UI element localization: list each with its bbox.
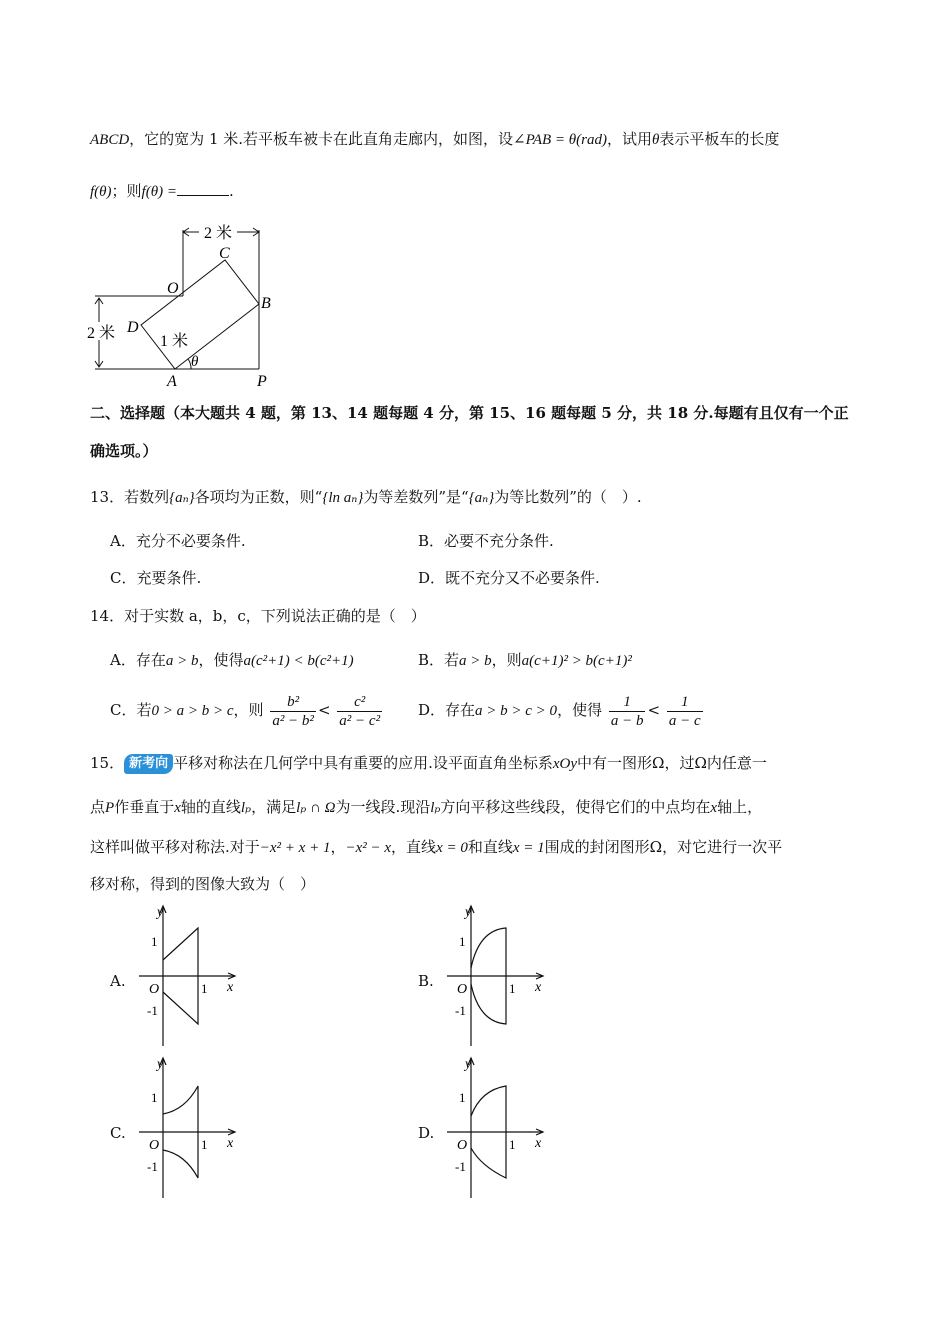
q12-answer-blank[interactable] <box>177 181 229 196</box>
q15-line-2 <box>90 796 762 819</box>
q14-c-frac-1: $\frac{\text{b²}}{\text{a² − b²}}$ <box>272 693 314 729</box>
q15-t3e: ，直线 <box>391 838 437 856</box>
q13-option-c[interactable]: C．充要条件. <box>110 569 202 587</box>
q14-a-expr: a(c²+1) < b(c²+1) <box>243 653 354 669</box>
q15-t2e: 轴的直线 <box>180 798 241 816</box>
graph-b-1: 1 <box>459 934 466 949</box>
q15-t2g: ，满足 <box>251 798 297 816</box>
q12-text-4: ；则 <box>111 182 142 200</box>
fig12-width-label: 1 米 <box>160 333 189 350</box>
q14-d-cond: a > b > c > 0 <box>475 703 558 719</box>
q12-f-theta: f(θ) <box>90 184 112 200</box>
q12-f-theta-eq: f(θ) = <box>141 184 177 200</box>
q14-d-frac-2: $\frac{1}{a - c}$ <box>668 693 701 729</box>
graph-a-neg1: -1 <box>147 1003 158 1018</box>
q14-a-cond: a > b <box>165 653 199 669</box>
q15-x0: x = 0 <box>436 840 468 856</box>
graph-a-x: x <box>227 980 234 995</box>
q14-option-c[interactable] <box>110 690 384 731</box>
q13-stem-a: 13．若数列 <box>90 488 170 506</box>
q14-d-label: D．存在 <box>418 701 476 719</box>
q13-stem <box>90 486 642 509</box>
q15-graph-a[interactable] <box>135 900 255 1050</box>
q15-x-1: x <box>174 800 181 816</box>
q15-option-c-label[interactable]: C. <box>110 1124 126 1142</box>
q15-t3a: 这样叫做平移对称法.对于 <box>90 838 260 856</box>
q13-option-b[interactable]: B．必要不充分条件. <box>418 532 554 550</box>
q15-line-4: 移对称，得到的图像大致为（ ） <box>90 875 316 893</box>
q14-c-cond: 0 > a > b > c <box>151 703 234 719</box>
q12-line-2 <box>90 180 234 203</box>
q15-graph-c[interactable] <box>135 1052 255 1202</box>
q15-t2i: 为一线段.现沿 <box>335 798 431 816</box>
q12-line-1 <box>90 128 779 151</box>
graph-d-neg1: -1 <box>455 1159 466 1174</box>
q12-corridor-figure <box>85 218 285 390</box>
fig12-label-theta: θ <box>191 354 199 370</box>
q13-option-a[interactable]: A．充分不必要条件. <box>110 532 246 550</box>
q13-option-d[interactable]: D．既不充分又不必要条件. <box>418 569 600 587</box>
graph-d-x: x <box>535 1136 542 1151</box>
fig12-top-label: 2 米 <box>203 225 233 242</box>
fig12-label-p: P <box>257 373 267 390</box>
graph-d-y: y <box>465 1057 472 1072</box>
q15-t2a: 点 <box>90 798 106 816</box>
q15-t2c: 作垂直于 <box>114 798 175 816</box>
q15-t3i: 围成的封闭图形Ω，对它进行一次平 <box>544 838 783 856</box>
q14-a-label: A．存在 <box>110 651 166 669</box>
q13-stem-g: 为等比数列”的（ ）. <box>494 488 642 506</box>
q15-line-1 <box>90 752 767 775</box>
q15-line-3 <box>90 836 782 859</box>
q15-graph-d[interactable] <box>443 1052 563 1202</box>
graph-b-x1: 1 <box>509 981 516 996</box>
q14-option-a[interactable] <box>110 649 354 672</box>
fig12-label-d: D <box>127 319 139 336</box>
q15-p: P <box>105 800 115 816</box>
graph-a-x1: 1 <box>201 981 208 996</box>
q15-xoy: xOy <box>552 756 578 772</box>
q12-theta: θ <box>652 132 660 148</box>
graph-b-neg1: -1 <box>455 1003 466 1018</box>
q13-stem-e: 为等差数列”是“ <box>363 488 469 506</box>
fig12-label-b: B <box>261 295 271 312</box>
graph-b-o: O <box>457 982 468 997</box>
section-2-heading-2: 确选项。） <box>90 442 158 460</box>
q15-option-a-label[interactable]: A. <box>110 972 126 990</box>
q14-b-mid: ，则 <box>491 651 522 669</box>
fig12-label-c: C <box>219 245 230 262</box>
fig12-label-o: O <box>167 280 179 297</box>
q14-d-lt: < <box>647 701 661 719</box>
q14-option-b[interactable] <box>418 649 632 672</box>
q13-stem-c: 各项均为正数，则“ <box>194 488 323 506</box>
q12-abcd: ABCD <box>90 132 130 148</box>
q15-t3g: 和直线 <box>467 838 513 856</box>
q14-c-label: C．若 <box>110 701 152 719</box>
q15-option-b-label[interactable]: B. <box>418 972 434 990</box>
q15-lp-cap: lₚ ∩ Ω <box>296 800 336 816</box>
q15-x-2: x <box>710 800 718 816</box>
fig12-side-label: 2 米 <box>87 325 116 342</box>
q15-number: 15． <box>90 754 125 772</box>
q12-text-1: ，它的宽为 1 米.若平板车被卡在此直角走廊内，如图，设 <box>129 130 514 148</box>
new-direction-badge: 新考向 <box>124 754 173 774</box>
graph-c-o: O <box>149 1138 160 1153</box>
q15-option-d-label[interactable]: D. <box>418 1124 435 1142</box>
q15-t2k: 方向平移这些线段，使得它们的中点均在 <box>440 798 711 816</box>
graph-c-y: y <box>157 1057 164 1072</box>
q13-seq-2: {aₙ} <box>468 490 495 506</box>
graph-a-o: O <box>149 982 160 997</box>
q15-text-1a: 平移对称法在几何学中具有重要的应用.设平面直角坐标系 <box>173 754 553 772</box>
graph-c-x: x <box>227 1136 234 1151</box>
q12-period: . <box>228 182 234 200</box>
q14-b-cond: a > b <box>459 653 492 669</box>
q14-d-mid: ，使得 <box>557 701 603 719</box>
graph-d-1: 1 <box>459 1090 466 1105</box>
q12-text-2: ，试用 <box>606 130 652 148</box>
graph-a-y: y <box>157 905 164 920</box>
q14-option-d[interactable] <box>418 690 705 731</box>
q14-stem: 14．对于实数 a，b，c，下列说法正确的是（ ） <box>90 607 426 625</box>
q15-t2m: 轴上， <box>717 798 763 816</box>
q15-f2: −x² − x <box>345 840 392 856</box>
graph-d-o: O <box>457 1138 468 1153</box>
graph-c-1: 1 <box>151 1090 158 1105</box>
graph-a-1: 1 <box>151 934 158 949</box>
graph-b-y: y <box>465 905 472 920</box>
graph-c-x1: 1 <box>201 1137 208 1152</box>
section-2-heading-1: 二、选择题（本大题共 4 题，第 13、14 题每题 4 分，第 15、16 题每题 5 分，共 18 分.每题有且仅有一个正 <box>90 404 849 422</box>
fig12-label-a: A <box>167 373 177 390</box>
q14-b-label: B．若 <box>418 651 460 669</box>
graph-c-neg1: -1 <box>147 1159 158 1174</box>
q15-x1: x = 1 <box>512 840 545 856</box>
q13-seq-1: {aₙ} <box>169 490 195 506</box>
q13-seq-ln: {ln aₙ} <box>322 490 364 506</box>
q15-f1: −x² + x + 1 <box>259 840 331 856</box>
q15-lp-1: lₚ <box>240 800 252 816</box>
q14-d-frac-1: $\frac{1}{a - b}$ <box>610 693 644 729</box>
graph-b-x: x <box>535 980 542 995</box>
q14-c-lt: < <box>317 701 331 719</box>
q14-c-mid: ，则 <box>233 701 264 719</box>
q14-a-mid: ，使得 <box>198 651 244 669</box>
q15-t3c: ， <box>330 838 346 856</box>
q14-b-expr: a(c+1)² > b(c+1)² <box>521 653 632 669</box>
q15-text-1c: 中有一图形Ω，过Ω内任意一 <box>577 754 767 772</box>
q15-lp-2: lₚ <box>430 800 441 816</box>
q14-c-frac-2: $\frac{\text{c²}}{\text{a² − c²}}$ <box>339 693 381 729</box>
q12-text-3: 表示平板车的长度 <box>659 130 780 148</box>
graph-d-x1: 1 <box>509 1137 516 1152</box>
q15-graph-b[interactable] <box>443 900 563 1050</box>
q12-angle-expr: ∠PAB = θ(rad) <box>513 132 607 148</box>
